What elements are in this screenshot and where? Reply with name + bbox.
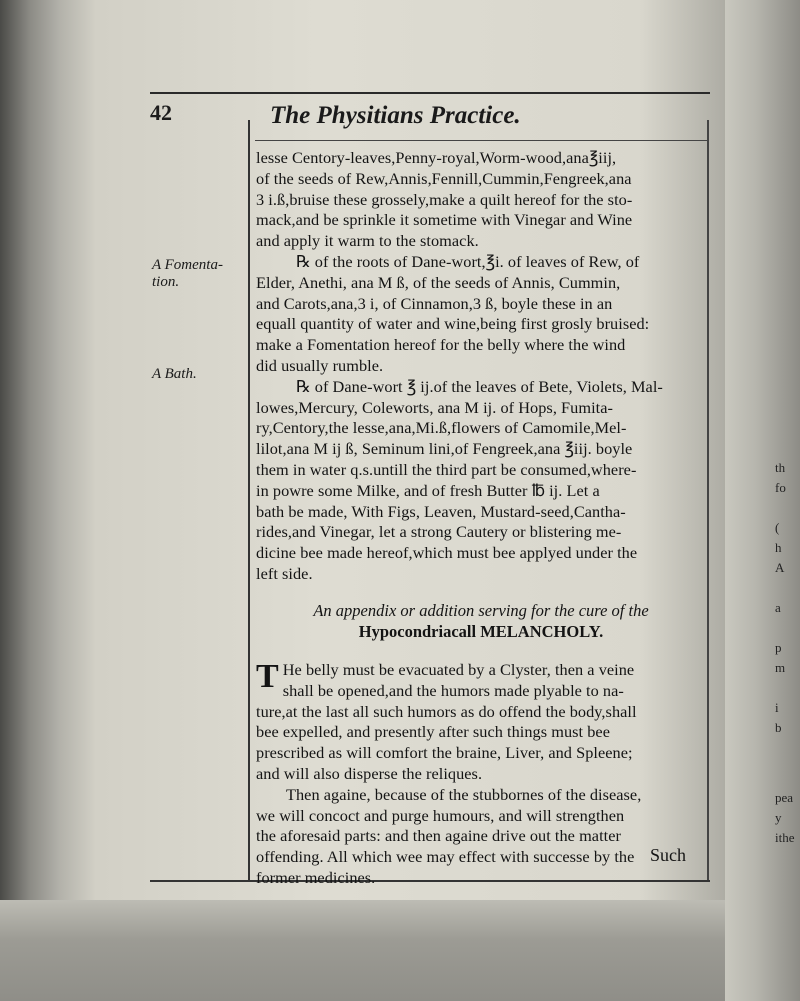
margin-note-line: tion. [152, 274, 180, 290]
page-number: 42 [150, 100, 172, 125]
text-line: dicine bee made hereof,which must bee applyed under the [256, 543, 638, 563]
facing-fragment: h [775, 540, 782, 555]
text-line: Then againe, because of the stubbornes of the disease, [286, 784, 642, 804]
page-bottom-shadow [0, 900, 800, 1001]
text-line: the aforesaid parts: and then againe drive out the matter [256, 826, 621, 846]
facing-fragment: a [775, 600, 781, 615]
text-line: in powre some Milke, and of fresh Butter ℔ ij. Let a [256, 480, 600, 500]
facing-fragment: y [775, 810, 782, 825]
facing-fragment: th [775, 460, 786, 475]
text-line: lowes,Mercury, Coleworts, ana M ij. of Hops, Fumita- [256, 397, 613, 417]
catchword: Such [650, 845, 686, 865]
body-text [256, 148, 706, 585]
text-line: and Carots,ana,3 i, of Cinnamon,3 ß, boyle these in an [256, 293, 613, 313]
text-line: former medicines. [256, 867, 376, 887]
text-line: lesse Centory-leaves,Penny-royal,Worm-wood,ana℥iij, [256, 148, 617, 167]
text-line: did usually rumble. [256, 355, 384, 375]
text-line: He belly must be evacuated by a Clyster, then a veine [282, 660, 635, 679]
facing-fragment: m [775, 660, 786, 675]
text-line: make a Fomentation hereof for the belly where the wind [256, 335, 626, 355]
text-line: offending. All which wee may effect with successe by the [256, 847, 635, 867]
margin-column-rule [248, 120, 250, 880]
right-text-rule [707, 120, 709, 880]
text-line: 3 i.ß,bruise these grossely,make a quilt hereof for the sto- [256, 189, 633, 209]
margin-note-fomentation [152, 257, 223, 291]
facing-fragment: i [775, 700, 779, 715]
text-line: equall quantity of water and wine,being first grosly bruised: [256, 314, 650, 334]
text-line: of the seeds of Rew,Annis,Fennill,Cummin,Fengreek,ana [256, 168, 632, 188]
margin-note-line: A Fomenta- [152, 257, 223, 273]
running-title: The Physitians Practice. [270, 102, 521, 129]
text-line: bee expelled, and presently after such things must bee [256, 722, 610, 742]
appendix-text [256, 660, 706, 889]
facing-fragment: ( [775, 520, 780, 535]
facing-fragment: ithe [775, 830, 795, 845]
text-line: left side. [256, 563, 313, 583]
text-line: and apply it warm to the stomack. [256, 231, 479, 251]
book-spine-shadow [0, 0, 60, 1001]
text-line: prescribed as will comfort the braine, Liver, and Spleene; [256, 743, 633, 763]
text-line: them in water q.s.untill the third part be consumed,where- [256, 459, 637, 479]
text-line: mack,and be sprinkle it sometime with Vinegar and Wine [256, 210, 633, 230]
text-line: ℞ of the roots of Dane-wort,℥i. of leaves of Rew, of [296, 251, 640, 271]
facing-fragment: b [775, 720, 782, 735]
facing-fragment: p [775, 640, 782, 655]
text-line: bath be made, With Figs, Leaven, Mustard-seed,Cantha- [256, 501, 626, 521]
facing-fragment: pea [775, 790, 794, 805]
text-line: ture,at the last all such humors as do offend the body,shall [256, 701, 637, 721]
header-rule [150, 92, 710, 94]
text-line: ry,Centory,the lesse,ana,Mi.ß,flowers of Camomile,Mel- [256, 418, 627, 438]
margin-note-bath: A Bath. [152, 366, 197, 382]
text-line: rides,and Vinegar, let a strong Cautery or blistering me- [256, 522, 622, 542]
text-line: lilot,ana M ij ß, Seminum lini,of Fengreek,ana ℥iij. boyle [256, 439, 633, 459]
text-line: we will concoct and purge humours, and will strengthen [256, 805, 625, 825]
text-line: ℞ of Dane-wort ℥ ij.of the leaves of Bete, Violets, Mal- [296, 376, 663, 396]
facing-fragment: A [775, 560, 785, 575]
facing-page-edge [725, 0, 800, 1001]
text-line: shall be opened,and the humors made plyable to na- [282, 680, 624, 700]
title-underline [255, 140, 707, 141]
drop-cap: T [256, 658, 279, 695]
text-line: and will also disperse the reliques. [256, 763, 483, 783]
appendix-heading [256, 600, 706, 642]
appendix-heading-line2: Hypocondriacall MELANCHOLY. [358, 622, 604, 641]
facing-fragment: fo [775, 480, 786, 495]
text-line: Elder, Anethi, ana M ß, of the seeds of Annis, Cummin, [256, 272, 621, 292]
appendix-heading-line1: An appendix or addition serving for the cure of the [313, 601, 649, 620]
